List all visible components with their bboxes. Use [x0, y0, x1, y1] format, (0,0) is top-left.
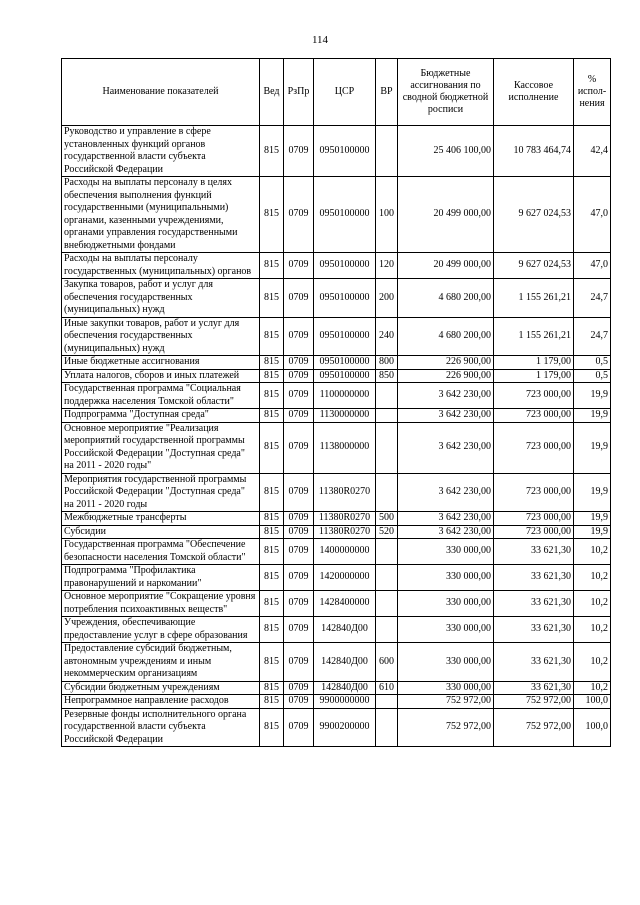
cell-csr: 1138000000	[314, 422, 376, 473]
cell-pct: 0,5	[574, 369, 611, 383]
cell-budget: 226 900,00	[398, 369, 494, 383]
cell-csr: 1420000000	[314, 565, 376, 591]
cell-cash: 723 000,00	[494, 512, 574, 526]
cell-csr: 1400000000	[314, 539, 376, 565]
header-cash: Кассовое исполнение	[494, 59, 574, 126]
table-row	[62, 177, 611, 253]
cell-rzpr: 0709	[284, 126, 314, 177]
cell-pct: 47,0	[574, 253, 611, 279]
cell-rzpr: 0709	[284, 643, 314, 682]
cell-rzpr: 0709	[284, 422, 314, 473]
cell-ved: 815	[260, 279, 284, 318]
cell-ved: 815	[260, 473, 284, 512]
cell-vr	[376, 565, 398, 591]
cell-budget: 330 000,00	[398, 539, 494, 565]
cell-cash: 723 000,00	[494, 525, 574, 539]
table-row	[62, 409, 611, 423]
cell-rzpr: 0709	[284, 279, 314, 318]
cell-pct: 100,0	[574, 708, 611, 747]
cell-vr: 120	[376, 253, 398, 279]
cell-cash: 33 621,30	[494, 539, 574, 565]
cell-cash: 752 972,00	[494, 695, 574, 709]
cell-ved: 815	[260, 177, 284, 253]
cell-name: Субсидии бюджетным учреждениям	[62, 681, 260, 695]
cell-rzpr: 0709	[284, 695, 314, 709]
cell-vr	[376, 409, 398, 423]
cell-csr: 0950100000	[314, 317, 376, 356]
cell-pct: 10,2	[574, 617, 611, 643]
cell-rzpr: 0709	[284, 565, 314, 591]
budget-execution-table	[61, 58, 611, 747]
cell-name: Основное мероприятие "Реализация мероприятий государственной программы Российской Федерации "Доступная среда" на 2011 - 2020 годы"	[62, 422, 260, 473]
cell-ved: 815	[260, 695, 284, 709]
cell-budget: 226 900,00	[398, 356, 494, 370]
cell-name: Межбюджетные трансферты	[62, 512, 260, 526]
cell-pct: 19,9	[574, 512, 611, 526]
cell-pct: 24,7	[574, 279, 611, 318]
cell-budget: 330 000,00	[398, 591, 494, 617]
cell-cash: 723 000,00	[494, 409, 574, 423]
cell-cash: 1 155 261,21	[494, 317, 574, 356]
cell-budget: 330 000,00	[398, 617, 494, 643]
cell-rzpr: 0709	[284, 539, 314, 565]
cell-rzpr: 0709	[284, 317, 314, 356]
cell-rzpr: 0709	[284, 681, 314, 695]
cell-name: Непрограммное направление расходов	[62, 695, 260, 709]
cell-ved: 815	[260, 643, 284, 682]
cell-budget: 4 680 200,00	[398, 279, 494, 318]
cell-vr	[376, 708, 398, 747]
cell-name: Закупка товаров, работ и услуг для обеспечения государственных (муниципальных) нужд	[62, 279, 260, 318]
cell-vr	[376, 617, 398, 643]
cell-vr: 600	[376, 643, 398, 682]
cell-rzpr: 0709	[284, 177, 314, 253]
cell-rzpr: 0709	[284, 369, 314, 383]
cell-cash: 33 621,30	[494, 643, 574, 682]
cell-vr: 200	[376, 279, 398, 318]
cell-cash: 723 000,00	[494, 422, 574, 473]
cell-ved: 815	[260, 369, 284, 383]
table-row	[62, 369, 611, 383]
cell-ved: 815	[260, 708, 284, 747]
cell-csr: 9900200000	[314, 708, 376, 747]
cell-name: Предоставление субсидий бюджетным, автономным учреждениям и иным некоммерческим организациям	[62, 643, 260, 682]
cell-rzpr: 0709	[284, 512, 314, 526]
cell-csr: 0950100000	[314, 126, 376, 177]
cell-rzpr: 0709	[284, 617, 314, 643]
cell-name: Субсидии	[62, 525, 260, 539]
cell-csr: 11380R0270	[314, 512, 376, 526]
cell-name: Подпрограмма "Профилактика правонарушений и наркомании"	[62, 565, 260, 591]
cell-rzpr: 0709	[284, 525, 314, 539]
cell-pct: 24,7	[574, 317, 611, 356]
cell-cash: 33 621,30	[494, 591, 574, 617]
cell-budget: 3 642 230,00	[398, 525, 494, 539]
header-vr: ВР	[376, 59, 398, 126]
cell-cash: 723 000,00	[494, 473, 574, 512]
cell-pct: 19,9	[574, 409, 611, 423]
cell-csr: 0950100000	[314, 279, 376, 318]
cell-cash: 1 179,00	[494, 356, 574, 370]
cell-name: Иные закупки товаров, работ и услуг для обеспечения государственных (муниципальных) нужд	[62, 317, 260, 356]
cell-csr: 11380R0270	[314, 525, 376, 539]
cell-name: Государственная программа "Социальная поддержка населения Томской области"	[62, 383, 260, 409]
table-row	[62, 565, 611, 591]
cell-name: Уплата налогов, сборов и иных платежей	[62, 369, 260, 383]
cell-ved: 815	[260, 681, 284, 695]
table-row	[62, 279, 611, 318]
cell-pct: 10,2	[574, 539, 611, 565]
table-row	[62, 253, 611, 279]
cell-pct: 19,9	[574, 473, 611, 512]
cell-name: Расходы на выплаты персоналу в целях обеспечения выполнения функций государственными (муниципальными) органами, казенными учреждениями, органами управления государственными внебюджетными фондами	[62, 177, 260, 253]
cell-rzpr: 0709	[284, 473, 314, 512]
cell-csr: 1130000000	[314, 409, 376, 423]
cell-ved: 815	[260, 383, 284, 409]
table-row	[62, 512, 611, 526]
cell-cash: 10 783 464,74	[494, 126, 574, 177]
cell-ved: 815	[260, 539, 284, 565]
cell-budget: 3 642 230,00	[398, 473, 494, 512]
table-row	[62, 422, 611, 473]
cell-vr: 850	[376, 369, 398, 383]
cell-name: Основное мероприятие "Сокращение уровня потребления психоактивных веществ"	[62, 591, 260, 617]
header-name: Наименование показателей	[62, 59, 260, 126]
cell-vr: 800	[376, 356, 398, 370]
cell-cash: 9 627 024,53	[494, 253, 574, 279]
cell-vr	[376, 383, 398, 409]
cell-vr	[376, 126, 398, 177]
page-number: 114	[311, 34, 329, 46]
table-row	[62, 473, 611, 512]
table-row	[62, 525, 611, 539]
cell-name: Мероприятия государственной программы Российской Федерации "Доступная среда" на 2011 - 2020 годы	[62, 473, 260, 512]
cell-ved: 815	[260, 253, 284, 279]
cell-ved: 815	[260, 317, 284, 356]
cell-ved: 815	[260, 525, 284, 539]
cell-csr: 142840Д00	[314, 617, 376, 643]
cell-rzpr: 0709	[284, 409, 314, 423]
cell-budget: 752 972,00	[398, 695, 494, 709]
cell-pct: 10,2	[574, 681, 611, 695]
cell-budget: 4 680 200,00	[398, 317, 494, 356]
cell-pct: 100,0	[574, 695, 611, 709]
cell-rzpr: 0709	[284, 253, 314, 279]
cell-budget: 20 499 000,00	[398, 253, 494, 279]
cell-cash: 723 000,00	[494, 383, 574, 409]
cell-rzpr: 0709	[284, 708, 314, 747]
cell-budget: 3 642 230,00	[398, 512, 494, 526]
cell-csr: 11380R0270	[314, 473, 376, 512]
cell-ved: 815	[260, 565, 284, 591]
cell-pct: 0,5	[574, 356, 611, 370]
cell-rzpr: 0709	[284, 356, 314, 370]
cell-budget: 3 642 230,00	[398, 409, 494, 423]
header-ved: Вед	[260, 59, 284, 126]
cell-vr	[376, 422, 398, 473]
cell-budget: 330 000,00	[398, 681, 494, 695]
cell-budget: 25 406 100,00	[398, 126, 494, 177]
table-header-row	[62, 59, 611, 126]
cell-cash: 9 627 024,53	[494, 177, 574, 253]
table-body	[62, 126, 611, 747]
table-row	[62, 383, 611, 409]
table-row	[62, 617, 611, 643]
cell-cash: 33 621,30	[494, 565, 574, 591]
cell-pct: 10,2	[574, 591, 611, 617]
cell-vr	[376, 695, 398, 709]
cell-csr: 1100000000	[314, 383, 376, 409]
cell-ved: 815	[260, 617, 284, 643]
cell-pct: 47,0	[574, 177, 611, 253]
cell-cash: 33 621,30	[494, 617, 574, 643]
cell-rzpr: 0709	[284, 383, 314, 409]
table-row	[62, 126, 611, 177]
cell-budget: 752 972,00	[398, 708, 494, 747]
header-csr: ЦСР	[314, 59, 376, 126]
cell-pct: 10,2	[574, 565, 611, 591]
header-pct: % испол-нения	[574, 59, 611, 126]
cell-budget: 3 642 230,00	[398, 383, 494, 409]
cell-csr: 0950100000	[314, 356, 376, 370]
cell-name: Расходы на выплаты персоналу государственных (муниципальных) органов	[62, 253, 260, 279]
cell-pct: 19,9	[574, 525, 611, 539]
cell-vr: 500	[376, 512, 398, 526]
cell-vr: 240	[376, 317, 398, 356]
cell-pct: 19,9	[574, 422, 611, 473]
table-row	[62, 695, 611, 709]
cell-csr: 0950100000	[314, 253, 376, 279]
cell-cash: 1 155 261,21	[494, 279, 574, 318]
cell-ved: 815	[260, 126, 284, 177]
table-row	[62, 539, 611, 565]
cell-csr: 0950100000	[314, 177, 376, 253]
cell-name: Государственная программа "Обеспечение безопасности населения Томской области"	[62, 539, 260, 565]
cell-ved: 815	[260, 422, 284, 473]
cell-name: Учреждения, обеспечивающие предоставление услуг в сфере образования	[62, 617, 260, 643]
table-row	[62, 643, 611, 682]
cell-name: Подпрограмма "Доступная среда"	[62, 409, 260, 423]
cell-ved: 815	[260, 409, 284, 423]
cell-cash: 33 621,30	[494, 681, 574, 695]
cell-csr: 142840Д00	[314, 681, 376, 695]
cell-csr: 1428400000	[314, 591, 376, 617]
cell-budget: 3 642 230,00	[398, 422, 494, 473]
cell-csr: 0950100000	[314, 369, 376, 383]
cell-ved: 815	[260, 512, 284, 526]
cell-rzpr: 0709	[284, 591, 314, 617]
cell-cash: 752 972,00	[494, 708, 574, 747]
cell-vr	[376, 473, 398, 512]
cell-vr	[376, 591, 398, 617]
cell-name: Иные бюджетные ассигнования	[62, 356, 260, 370]
cell-ved: 815	[260, 591, 284, 617]
cell-vr	[376, 539, 398, 565]
cell-vr: 520	[376, 525, 398, 539]
cell-budget: 20 499 000,00	[398, 177, 494, 253]
cell-pct: 10,2	[574, 643, 611, 682]
cell-name: Резервные фонды исполнительного органа государственной власти субъекта Российской Федерации	[62, 708, 260, 747]
table-row	[62, 591, 611, 617]
cell-ved: 815	[260, 356, 284, 370]
cell-csr: 142840Д00	[314, 643, 376, 682]
table-row	[62, 681, 611, 695]
header-budget: Бюджетные ассигнования по сводной бюджетной росписи	[398, 59, 494, 126]
table-row	[62, 708, 611, 747]
cell-pct: 42,4	[574, 126, 611, 177]
cell-cash: 1 179,00	[494, 369, 574, 383]
cell-csr: 9900000000	[314, 695, 376, 709]
cell-pct: 19,9	[574, 383, 611, 409]
header-rzpr: РзПр	[284, 59, 314, 126]
cell-budget: 330 000,00	[398, 643, 494, 682]
table-row	[62, 317, 611, 356]
cell-vr: 100	[376, 177, 398, 253]
cell-vr: 610	[376, 681, 398, 695]
table-row	[62, 356, 611, 370]
cell-budget: 330 000,00	[398, 565, 494, 591]
cell-name: Руководство и управление в сфере установленных функций органов государственной власти субъекта Российской Федерации	[62, 126, 260, 177]
